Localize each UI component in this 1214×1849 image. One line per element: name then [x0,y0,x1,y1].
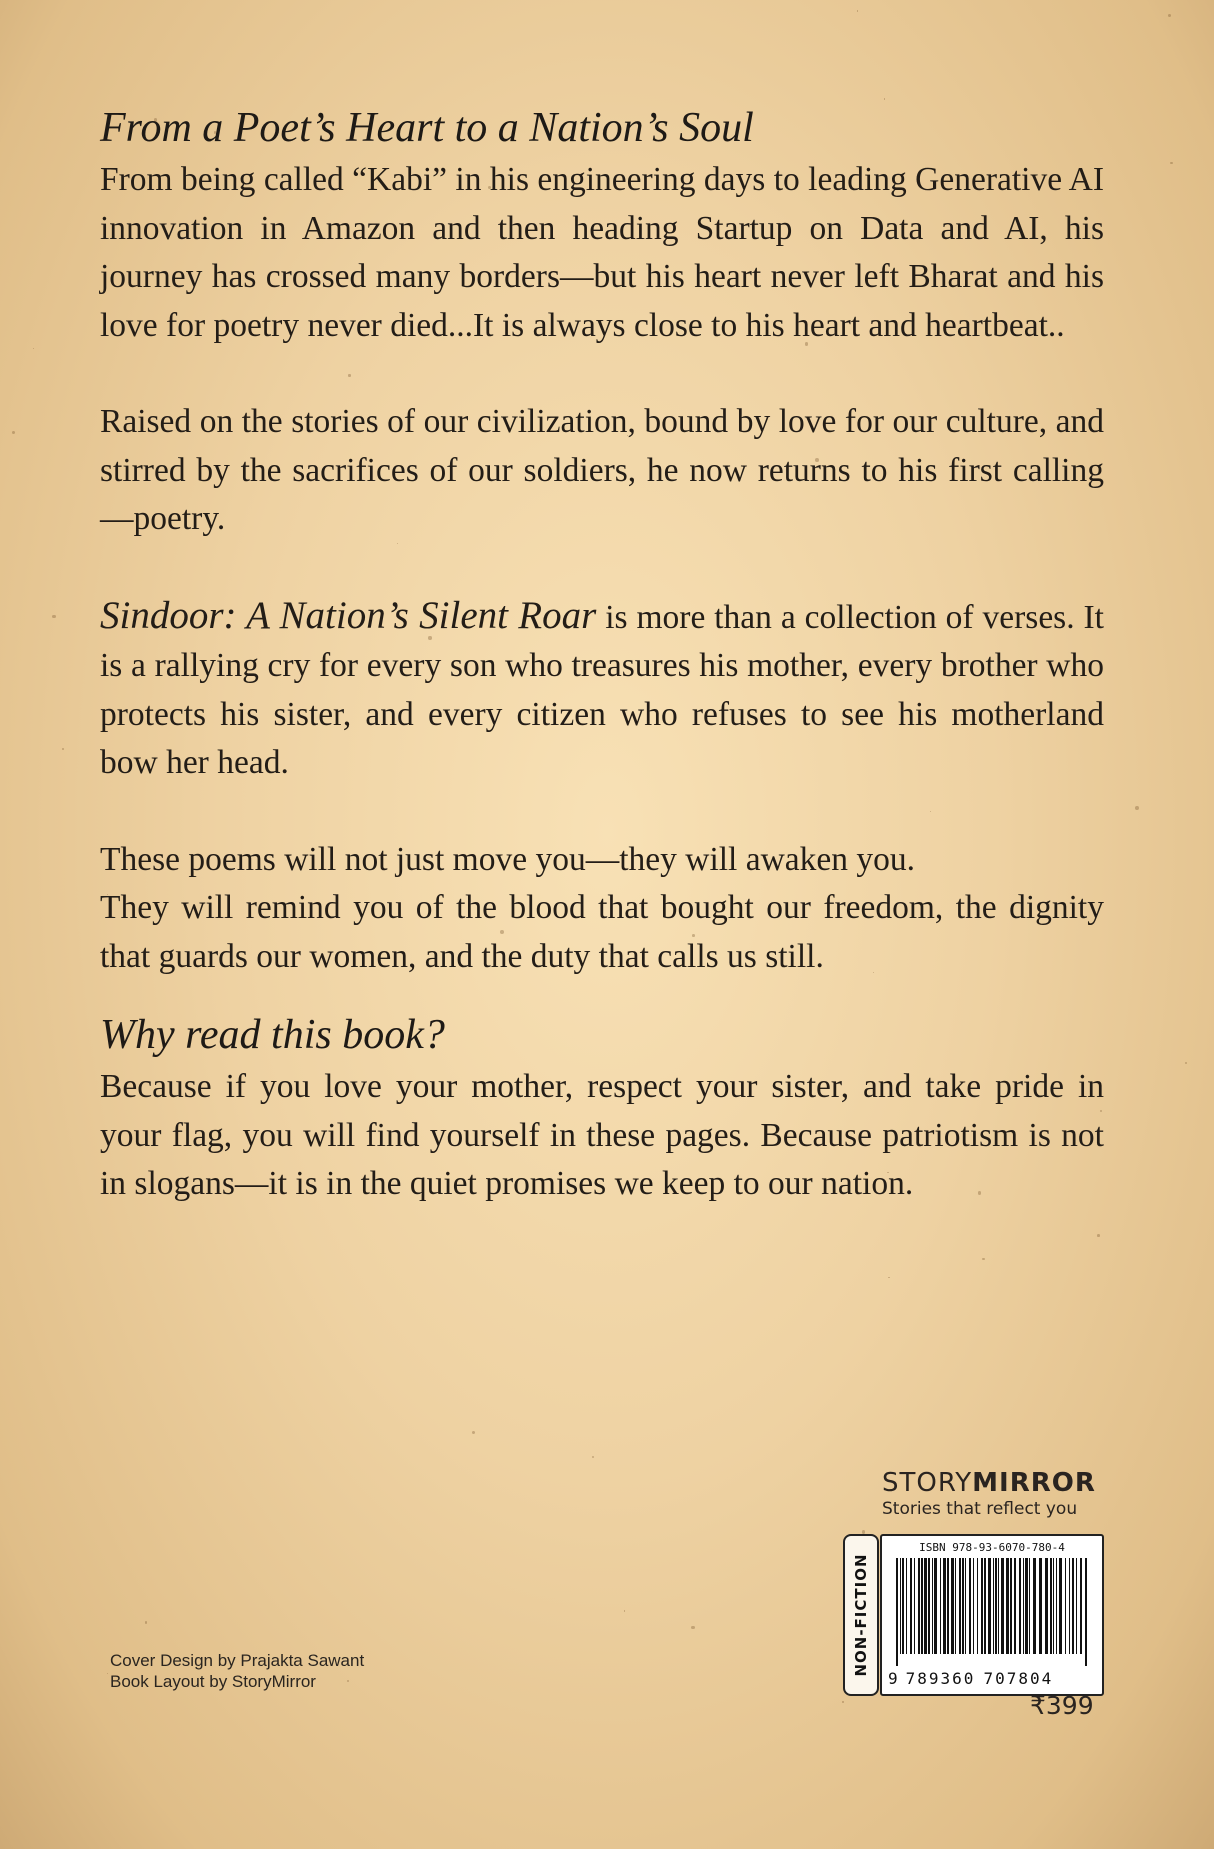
barcode-digits [888,1669,1096,1688]
publisher-logo [882,1468,1102,1520]
section-heading-poet: From a Poet’s Heart to a Nation’s Soul [100,105,754,151]
isbn-barcode [880,1534,1104,1696]
genre-badge [843,1534,879,1696]
barcode-digits-group-2: 707804 [983,1669,1054,1688]
barcode-digits-group-1: 789360 [905,1669,976,1688]
paragraph-book-intro-text: is more than a collection of verses. It is a rallying cry for every son who treasures his mother, every brother who protects his sister, and every citizen who refuses to see his motherland bow her head. [100,598,1104,781]
barcode-digit-first: 9 [888,1669,898,1688]
publisher-name [882,1468,1102,1498]
cover-design-credit: Cover Design by Prajakta Sawant [110,1651,365,1670]
credits [110,1650,364,1692]
paragraph-journey: From being called “Kabi” in his engineering days to leading Generative AI innovation in Amazon and then heading Startup on Data and AI, his journey has crossed many borders—but his heart never left Bharat and his love for poetry never died...It is always close to his heart and heartbeat.. [100,161,1104,344]
paragraph-why-read: Because if you love your mother, respect your sister, and take pride in your flag, you will find yourself in these pages. Because patriotism is not in slogans—it is in the quiet promises we keep to our nation. [100,1068,1104,1202]
barcode-bars [892,1558,1092,1666]
section-heading-why: Why read this book? [100,1012,445,1058]
publisher-name-light: STORY [882,1468,973,1498]
paragraph-awaken-line: These poems will not just move you—they will awaken you. [100,840,916,878]
book-layout-credit: Book Layout by StoryMirror [110,1672,316,1691]
paragraph-calling: Raised on the stories of our civilization, bound by love for our culture, and stirred by the sacrifices of our soldiers, he now returns to his first calling—poetry. [100,403,1104,537]
price-label: ₹399 [1030,1691,1094,1720]
genre-label: NON-FICTION [852,1553,870,1677]
isbn-label: ISBN 978-93-6070-780-4 [919,1541,1065,1554]
book-title: Sindoor: A Nation’s Silent Roar [100,593,597,637]
publisher-name-bold: MIRROR [972,1468,1096,1498]
paragraph-remind: They will remind you of the blood that bought our freedom, the dignity that guards our women, and the duty that calls us still. [100,889,1104,975]
back-cover-text [100,102,1104,1209]
publisher-tagline: Stories that reflect you [882,1499,1078,1519]
paragraph-book-intro [100,592,1104,788]
